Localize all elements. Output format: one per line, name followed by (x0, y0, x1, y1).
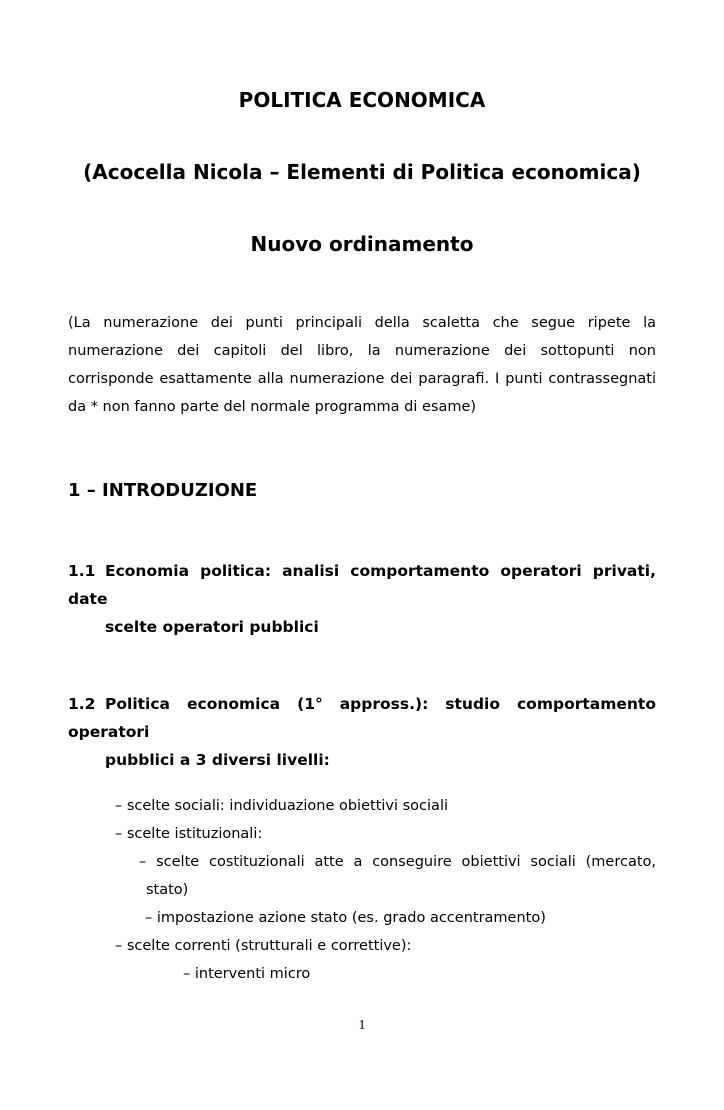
subsection-1-1-line: scelte operatori pubblici (105, 618, 319, 636)
subsection-1-1-heading (68, 557, 656, 641)
subsection-1-2-heading (68, 690, 656, 774)
numbering-note-paragraph (68, 309, 656, 421)
list-item-impostazione-azione: – impostazione azione stato (es. grado accentramento) (145, 910, 546, 926)
note-line: da * non fanno parte del normale programma di esame) (68, 399, 477, 415)
list-item-interventi-micro: – interventi micro (183, 966, 311, 982)
note-line: numerazione dei capitoli del libro, la numerazione dei sottopunti non (68, 343, 656, 359)
list-item-scelte-costituzionali (68, 848, 656, 904)
list-item-scelte-sociali: – scelte sociali: individuazione obiettivi sociali (115, 798, 448, 814)
list-item-scelte-correnti: – scelte correnti (strutturali e correttive): (115, 938, 412, 954)
subsection-1-1-number: 1.1 (68, 562, 96, 580)
subsection-1-2-number: 1.2 (68, 695, 96, 713)
subsection-1-2-text: Politica economica (1° appross.): studio comportamento operatori (68, 695, 656, 741)
subsection-1-1-line (68, 557, 656, 613)
page-number: 1 (358, 1018, 366, 1033)
page-content (0, 86, 724, 1034)
note-line: (La numerazione dei punti principali della scaletta che segue ripete la (68, 315, 656, 331)
document-page (0, 86, 724, 1110)
section-1-heading: 1 – INTRODUZIONE (68, 480, 258, 501)
document-subtitle: (Acocella Nicola – Elementi di Politica economica) (83, 160, 641, 184)
list-item-line: – scelte costituzionali atte a conseguire obiettivi sociali (mercato, (139, 854, 656, 870)
levels-list (68, 792, 656, 988)
document-title: POLITICA ECONOMICA (238, 88, 486, 112)
list-item-scelte-istituzionali: – scelte istituzionali: (115, 826, 263, 842)
subsection-1-1-text: Economia politica: analisi comportamento operatori privati, date (68, 562, 656, 608)
list-item-line: stato) (146, 882, 189, 898)
subsection-1-2-line (68, 690, 656, 746)
document-edition: Nuovo ordinamento (250, 232, 474, 256)
note-line: corrisponde esattamente alla numerazione dei paragrafi. I punti contrassegnati (68, 371, 656, 387)
subsection-1-2-line: pubblici a 3 diversi livelli: (105, 751, 330, 769)
